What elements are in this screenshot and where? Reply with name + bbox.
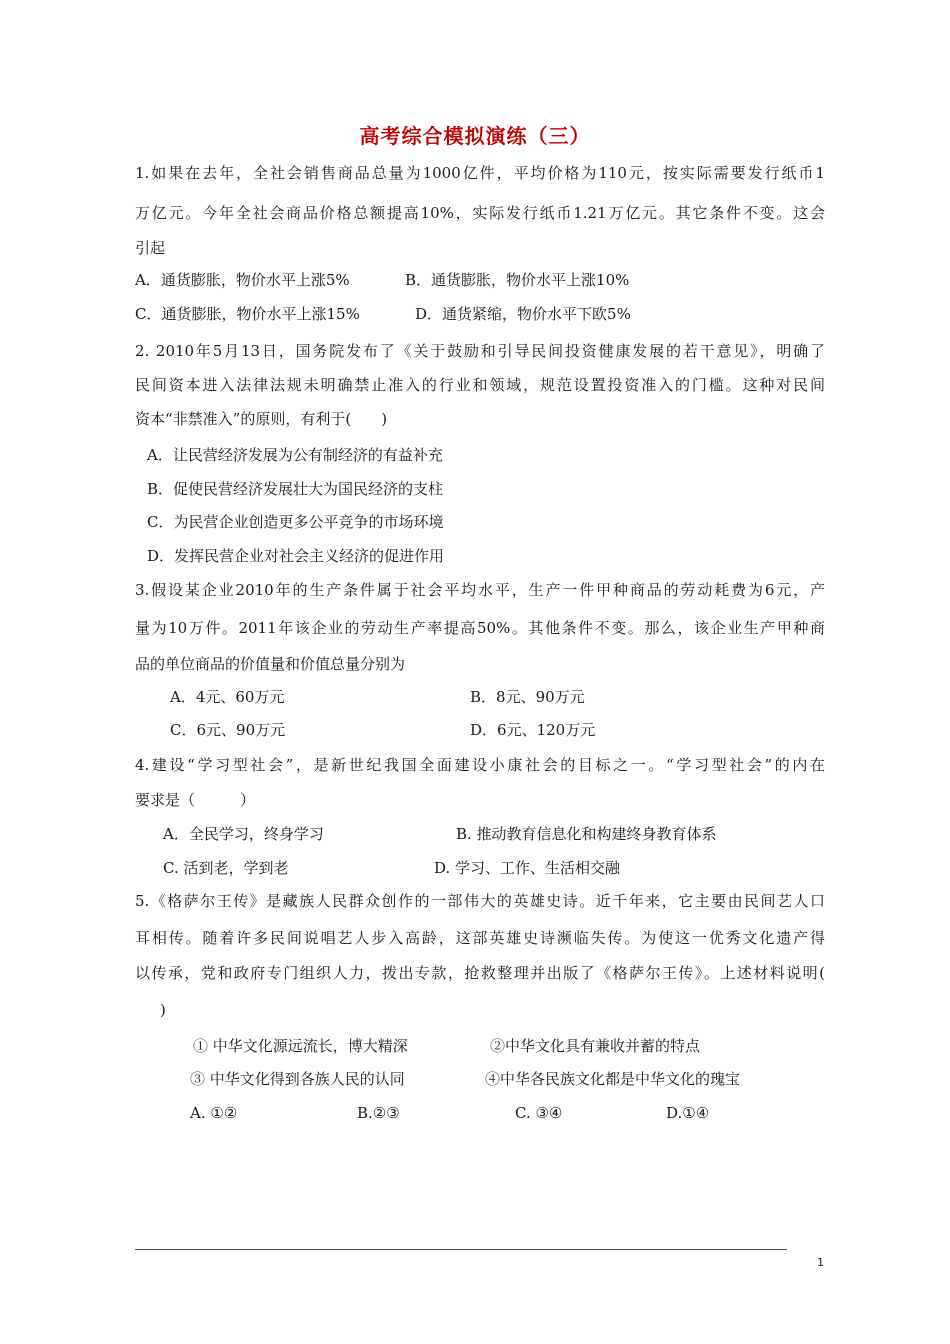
q1-option-b: B．通货膨胀，物价水平上涨10% bbox=[405, 271, 630, 289]
q5-statement-1: ① 中华文化源远流长，博大精深 bbox=[193, 1037, 408, 1055]
q2-option-c: C．为民营企业创造更多公平竞争的市场环境 bbox=[147, 513, 444, 531]
q4-option-c: C. 活到老，学到老 bbox=[163, 859, 289, 877]
q5-line-3: 以传承，党和政府专门组织人力，拨出专款，抢救整理并出版了《格萨尔王传》。上述材料说明( bbox=[135, 964, 825, 982]
page-title: 高考综合模拟演练（三） bbox=[359, 124, 591, 148]
q4-line-1: 4.建设“学习型社会”，是新世纪我国全面建设小康社会的目标之一。“学习型社会”的内在 bbox=[135, 756, 825, 774]
q2-line-1: 2. 2010年5月13日，国务院发布了《关于鼓励和引导民间投资健康发展的若干意见》，明确了 bbox=[135, 342, 825, 360]
q1-line-2: 万亿元。今年全社会商品价格总额提高10%，实际发行纸币1.21万亿元。其它条件不变。这会 bbox=[135, 204, 825, 222]
q4-option-b: B. 推动教育信息化和构建终身教育体系 bbox=[456, 825, 717, 843]
footer-divider bbox=[135, 1249, 787, 1250]
q2-line-2: 民间资本进入法律法规未明确禁止准入的行业和领域，规范设置投资准入的门槛。这种对民间 bbox=[135, 376, 825, 394]
q2-option-b: B．促使民营经济发展壮大为国民经济的支柱 bbox=[147, 480, 444, 498]
q3-line-1: 3.假设某企业2010年的生产条件属于社会平均水平，生产一件甲种商品的劳动耗费为6元，产 bbox=[135, 581, 825, 599]
q1-line-1: 1.如果在去年，全社会销售商品总量为1000亿件，平均价格为110元，按实际需要发行纸币1 bbox=[135, 164, 825, 182]
q1-line-3: 引起 bbox=[135, 239, 166, 257]
q2-option-d: D．发挥民营企业对社会主义经济的促进作用 bbox=[147, 547, 445, 565]
q5-statement-3: ③ 中华文化得到各族人民的认同 bbox=[190, 1070, 405, 1088]
q5-line-2: 耳相传。随着许多民间说唱艺人步入高龄，这部英雄史诗濒临失传。为使这一优秀文化遗产得 bbox=[135, 929, 825, 947]
q5-option-d: D.①④ bbox=[666, 1104, 710, 1122]
q1-option-d: D．通货紧缩，物价水平下欧5% bbox=[415, 305, 631, 323]
q5-option-c: C. ③④ bbox=[515, 1104, 563, 1122]
q3-line-2: 量为10万件。2011年该企业的劳动生产率提高50%。其他条件不变。那么，该企业生产甲种商 bbox=[135, 619, 825, 637]
q1-option-a: A．通货膨胀，物价水平上涨5% bbox=[135, 271, 350, 289]
q4-option-d: D. 学习、工作、生活相交融 bbox=[434, 859, 621, 877]
q3-option-a: A．4元、60万元 bbox=[170, 688, 285, 706]
q3-option-d: D．6元、120万元 bbox=[470, 721, 596, 739]
q4-line-2: 要求是（ ） bbox=[135, 791, 256, 809]
q2-option-a: A．让民营经济发展为公有制经济的有益补充 bbox=[147, 446, 443, 464]
q5-option-a: A. ①② bbox=[190, 1104, 238, 1122]
q5-option-b: B.②③ bbox=[357, 1104, 400, 1122]
q5-line-1: 5.《格萨尔王传》是藏族人民群众创作的一部伟大的英雄史诗。近千年来，它主要由民间艺人口 bbox=[135, 892, 825, 910]
q1-option-c: C．通货膨胀，物价水平上涨15% bbox=[135, 305, 360, 323]
q4-option-a: A．全民学习，终身学习 bbox=[163, 825, 324, 843]
q5-statement-4: ④中华各民族文化都是中华文化的瑰宝 bbox=[485, 1070, 741, 1088]
q5-statement-2: ②中华文化具有兼收并蓄的特点 bbox=[490, 1037, 701, 1055]
q3-option-c: C．6元、90万元 bbox=[170, 721, 286, 739]
q3-line-3: 品的单位商品的价值量和价值总量分别为 bbox=[135, 655, 406, 673]
q3-option-b: B．8元、90万元 bbox=[470, 688, 585, 706]
q2-line-3: 资本“非禁准入”的原则，有利于( ) bbox=[135, 410, 388, 428]
q5-line-4: ) bbox=[160, 1001, 166, 1019]
page-number: 1 bbox=[817, 1256, 824, 1269]
